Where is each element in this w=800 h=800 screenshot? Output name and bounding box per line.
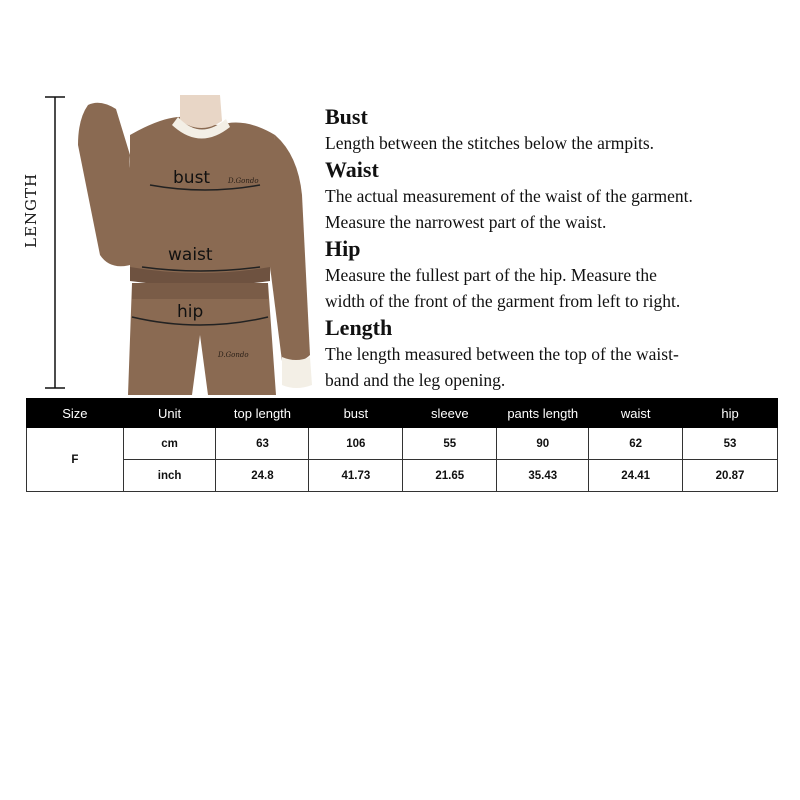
header-pants-length: pants length: [497, 399, 589, 428]
table-row: [27, 460, 778, 492]
header-sleeve: sleeve: [403, 399, 497, 428]
desc-heading: Waist: [325, 156, 379, 182]
desc-line: width of the front of the garment from left to right.: [325, 291, 681, 311]
value-cell: 24.41: [589, 460, 683, 492]
pants-waistband: [132, 283, 268, 299]
value-cell: 35.43: [497, 460, 589, 492]
desc-heading: Hip: [325, 235, 361, 261]
embroidery-pants: D.Gondo: [218, 351, 249, 359]
hip-label: hip: [177, 302, 204, 322]
size-table: [26, 398, 778, 492]
desc-waist: [325, 157, 790, 236]
header-waist: waist: [589, 399, 683, 428]
neck: [180, 95, 222, 128]
unit-cell: cm: [123, 428, 216, 460]
header-bust: bust: [309, 399, 403, 428]
desc-line: The actual measurement of the waist of the garment.: [325, 185, 693, 206]
desc-bust: [325, 104, 790, 157]
unit-cell: inch: [123, 460, 216, 492]
value-cell: 20.87: [683, 460, 778, 492]
desc-hip: [325, 236, 790, 315]
desc-heading: Length: [325, 314, 393, 340]
value-cell: 41.73: [309, 460, 403, 492]
desc-line: Measure the narrowest part of the waist.: [325, 212, 607, 232]
desc-heading: Bust: [325, 104, 368, 129]
value-cell: 62: [589, 428, 683, 460]
value-cell: 24.8: [216, 460, 309, 492]
bust-label: bust: [173, 168, 211, 188]
header-hip: hip: [683, 399, 778, 428]
desc-line: band and the leg opening.: [325, 370, 506, 390]
pants: [128, 283, 276, 395]
table-header-row: [27, 399, 778, 428]
desc-line: The length measured between the top of the waist-: [325, 343, 679, 364]
length-label: LENGTH: [22, 172, 40, 248]
waist-label: waist: [168, 245, 213, 265]
garment-illustration: [70, 95, 320, 395]
value-cell: 55: [403, 428, 497, 460]
left-sleeve: [78, 103, 138, 267]
desc-length: [325, 315, 790, 394]
desc-line: Length between the stitches below the armpits.: [325, 133, 655, 153]
value-cell: 106: [309, 428, 403, 460]
length-ruler: [0, 0, 80, 400]
value-cell: 90: [497, 428, 589, 460]
measurement-descriptions: [325, 104, 790, 394]
embroidery-top: D.Gondo: [228, 177, 259, 185]
header-top-length: top length: [216, 399, 309, 428]
right-cuff: [282, 357, 312, 388]
header-size: Size: [27, 399, 124, 428]
value-cell: 53: [683, 428, 778, 460]
desc-line: Measure the fullest part of the hip. Measure the: [325, 264, 657, 285]
value-cell: 63: [216, 428, 309, 460]
header-unit: Unit: [123, 399, 216, 428]
table-row: [27, 428, 778, 460]
value-cell: 21.65: [403, 460, 497, 492]
size-cell: F: [27, 428, 124, 492]
